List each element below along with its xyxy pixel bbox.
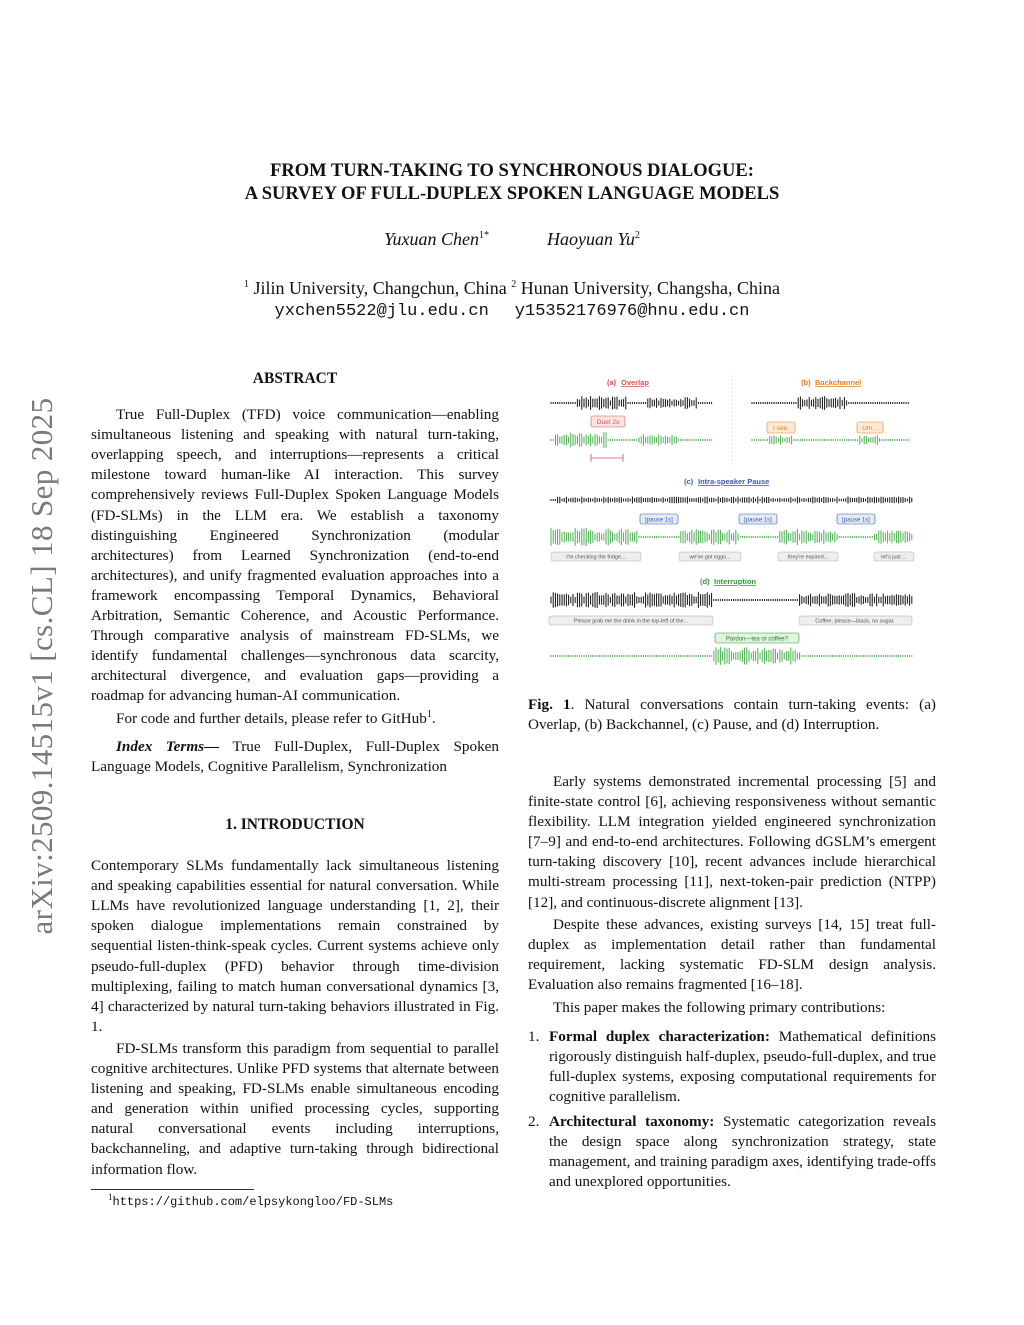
- interruption-text-2: Coffee, please—black, no sugar.: [815, 618, 895, 625]
- introduction-section: [91, 815, 499, 1180]
- title-line-2: A SURVEY OF FULL-DUPLEX SPOKEN LANGUAGE MODELS: [244, 184, 780, 204]
- abstract-heading: ABSTRACT: [252, 370, 338, 387]
- contribution-1-text: Mathematical definitions rigorously distinguish half-duplex, pseudo-full-duplex, and true full-duplex systems, exposing computational requirements for cognitive parallelism.: [549, 1028, 936, 1106]
- footnote-rule: [91, 1189, 254, 1190]
- fig-title-c: Intra-speaker Pause: [698, 477, 770, 486]
- pause-tag-1: [pause 1s]: [645, 517, 673, 524]
- intro-heading: 1. INTRODUCTION: [225, 816, 365, 833]
- isee-tag: I see.: [773, 425, 789, 432]
- pause-text-3: they're expired...: [787, 554, 829, 561]
- index-terms-text: True Full-Duplex, Full-Duplex Spoken Language Models, Cognitive Parallelism, Synchronization: [91, 737, 500, 775]
- affil-1: Jilin University, Changchun, China: [253, 278, 507, 298]
- figure-1: [547, 370, 917, 670]
- emails: [0, 302, 1024, 321]
- fig-label-b: (b): [801, 378, 811, 387]
- arxiv-stamp: arXiv:2509.14515v1 [cs.CL] 18 Sep 2025: [24, 397, 59, 935]
- um-tag: Um...: [862, 425, 878, 432]
- affil-1-num: 1: [243, 279, 249, 290]
- fig-label-c: (c): [684, 477, 694, 486]
- abstract-section: [91, 369, 499, 777]
- contribution-2-text: Systematic categorization reveals the design space along synchronization strategy, state management, and training paradigm axes, identifying trade-offs and unexplored opportunities.: [549, 1112, 936, 1190]
- author-2-sup: 2: [634, 230, 640, 241]
- email-2: y15352176976@hnu.edu.cn: [514, 302, 750, 321]
- pause-tag-2: [pause 1s]: [744, 517, 772, 524]
- interruption-waveform-green: [551, 647, 912, 665]
- fig-label-d: (d): [700, 577, 710, 586]
- pause-text-2: we've got eggs...: [689, 554, 731, 561]
- caption-label: Fig. 1: [528, 696, 571, 713]
- index-terms-label: Index Terms—: [116, 737, 220, 755]
- pause-text-1: I'm checking the fridge...: [566, 554, 626, 561]
- affil-2-num: 2: [511, 279, 517, 290]
- footnote-num: 1: [108, 1191, 113, 1202]
- affil-2: Hunan University, Changsha, China: [520, 278, 781, 298]
- pause-waveform-black: [551, 497, 912, 504]
- author-2: Haoyuan Yu: [546, 229, 635, 249]
- pause-waveform-green: [551, 528, 912, 546]
- author-1-sup: 1*: [478, 230, 489, 241]
- contribution-2-head: Architectural taxonomy:: [549, 1112, 715, 1130]
- interruption-waveform-black: [551, 592, 912, 608]
- backchannel-waveform-green: [752, 435, 908, 445]
- fig-title-a: Overlap: [621, 378, 649, 387]
- contribution-1: [528, 1027, 936, 1107]
- fig-label-a: (a): [607, 378, 617, 387]
- contribution-1-head: Formal duplex characterization:: [549, 1028, 770, 1046]
- interruption-tag: Pardon—tea or coffee?: [726, 636, 788, 643]
- intro-paragraph-2: FD-SLMs transform this paradigm from sequential to parallel cognitive architectures. Unlike PFD systems that alternate between listening and speaking, FD-SLMs enable simultaneous encoding and generation within unified processing cycles, supporting natural conversational events including interruptions, backchanneling, and adaptive turn-taking through bidirectional information flow.: [91, 1039, 499, 1178]
- contributions-list: [528, 1027, 936, 1192]
- overlap-waveform-green: [551, 432, 712, 448]
- paper-title: [0, 160, 1024, 206]
- abstract-github: [91, 709, 499, 729]
- footnote: [108, 1191, 394, 1209]
- contribution-2: [528, 1112, 936, 1192]
- duet-tag: Duet 2s: [596, 419, 620, 426]
- right-paragraph-2: Despite these advances, existing surveys [14, 15] treat full-duplex as implementation detail rather than fundamental requirement, lacking systematic FD-SLM design analysis. Evaluation also remains fragmented [16–18].: [528, 915, 936, 993]
- interruption-text-1: Please grab me the drink in the top-left of the...: [573, 618, 689, 625]
- figure-caption: [528, 695, 936, 735]
- github-text: For code and further details, please refer to GitHub: [116, 709, 427, 727]
- intro-paragraph-1: Contemporary SLMs fundamentally lack simultaneous listening and speaking capabilities essential for natural conversation. While LLMs have revolutionized language understanding [1, 2], their spoken dialogue implementations remain constrained by sequential listen-think-speak cycles. Current systems achieve only pseudo-full-duplex (PFD) behavior through time-division multiplexing, failing to match human conversational dynamics [3, 4] characterized by natural turn-taking behaviors illustrated in Fig. 1.: [91, 857, 499, 1035]
- email-1: yxchen5522@jlu.edu.cn: [274, 302, 489, 321]
- index-terms: [91, 737, 499, 777]
- authors: [0, 229, 1024, 250]
- pause-text-4: let's just ...: [881, 554, 907, 561]
- right-paragraph-3: This paper makes the following primary contributions:: [553, 999, 886, 1017]
- author-1: Yuxuan Chen: [384, 229, 479, 249]
- title-line-1: FROM TURN-TAKING TO SYNCHRONOUS DIALOGUE:: [270, 161, 754, 181]
- fig-title-b: Backchannel: [815, 378, 862, 387]
- right-column: [528, 772, 936, 1196]
- fig-title-d: Interruption: [714, 577, 757, 586]
- pause-tag-3: [pause 1s]: [842, 517, 870, 524]
- contribution-1-num: 1.: [528, 1028, 540, 1046]
- footnote-url[interactable]: https://github.com/elpsykongloo/FD-SLMs: [112, 1195, 394, 1209]
- right-paragraph-1: Early systems demonstrated incremental processing [5] and finite-state control [6], achieving responsiveness without semantic flexibility. LLM integration yielded engineered synchronization [7–9] and end-to-end architectures. Following dGSLM’s emergent turn-taking discovery [10], recent advances include hierarchical multi-stream processing [11], next-token-pair prediction (NTPP) [12], and continuous-discrete alignment [13].: [528, 773, 936, 911]
- overlap-waveform-black: [551, 396, 712, 410]
- github-end: .: [431, 709, 436, 727]
- caption-text: . Natural conversations contain turn-taking events: (a) Overlap, (b) Backchannel, (c) Pause, and (d) Interruption.: [528, 696, 936, 733]
- abstract-body: True Full-Duplex (TFD) voice communication—enabling simultaneous listening and speaking with natural turn-taking, overlapping speech, and interruptions—represents a critical milestone toward human-like AI interaction. This survey comprehensively reviews Full-Duplex Spoken Language Models (FD-SLMs) in the LLM era. We establish a taxonomy distinguishing Engineered Synchronization (modular architectures) from Learned Synchronization (end-to-end architectures), and unify fragmented evaluation approaches into a framework encompassing Temporal Dynamics, Behavioral Arbitration, Semantic Coherence, and Acoustic Performance. Through comparative analysis of mainstream FD-SLMs, we identify fundamental challenges—synchronous data scarcity, architectural divergence, and evaluation gaps—providing a roadmap for advancing human-AI communication.: [91, 406, 499, 705]
- github-sup: 1: [426, 708, 432, 720]
- backchannel-waveform-black: [752, 396, 908, 410]
- contribution-2-num: 2.: [528, 1112, 540, 1130]
- affiliations: [0, 277, 1024, 300]
